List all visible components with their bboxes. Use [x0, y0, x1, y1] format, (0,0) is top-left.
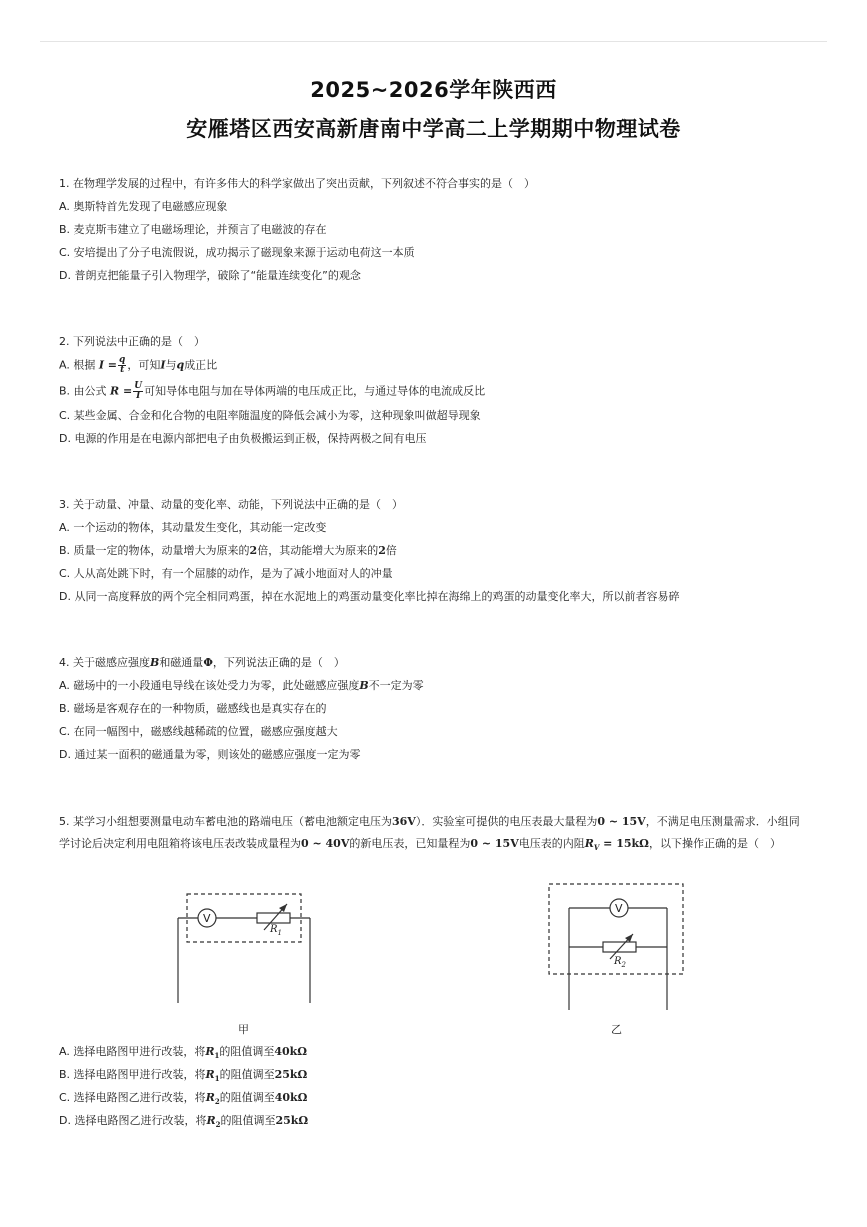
q1-option-d[interactable]: D. 普朗克把能量子引入物理学，破除了“能量连续变化”的观念: [59, 269, 361, 282]
q5-rv-value: = 15kΩ: [599, 837, 649, 850]
q2-a-frac-den: t: [120, 365, 125, 375]
q5-range15b: 0 ~ 15V: [470, 837, 519, 850]
q4-stem-phi: Φ: [203, 656, 213, 669]
q5-s3: ，不满足电压测量需求．小组同学讨论后决定利用电阻箱将该电压表改装成量程为: [59, 815, 800, 850]
q2-a-fraction: [118, 356, 126, 375]
q5-rv-sub: V: [593, 843, 600, 853]
q2-b-frac-den: I: [136, 391, 141, 401]
q3-option-a[interactable]: A. 一个运动的物体，其动量发生变化，其动能一定改变: [59, 521, 327, 534]
q5-b-mid: 的阻值调至: [219, 1068, 275, 1081]
q5-c-mid: 的阻值调至: [219, 1091, 275, 1104]
q5-s1: 5. 某学习小组想要测量电动车蓄电池的路端电压（蓄电池额定电压为: [59, 815, 392, 828]
q2-option-a[interactable]: [59, 356, 217, 375]
q2-b-prefix: B. 由公式: [59, 384, 107, 398]
jia-r1-sub: 1: [277, 929, 282, 937]
q5-b-value: 25kΩ: [274, 1068, 308, 1081]
q4-stem-mid: 和磁通量: [159, 656, 204, 669]
q5-rv: R: [584, 837, 594, 850]
q5-option-a[interactable]: [59, 1044, 307, 1064]
q5-option-b[interactable]: [59, 1067, 307, 1087]
q5-v36: 36V: [392, 815, 416, 828]
q1-option-c[interactable]: C. 安培提出了分子电流假说，成功揭示了磁现象来源于运动电荷这一本质: [59, 246, 415, 259]
exam-title-line2: 安雁塔区西安高新唐南中学高二上学期期中物理试卷: [186, 117, 681, 141]
q2-stem: 2. 下列说法中正确的是（ ）: [59, 335, 205, 348]
q2-a-mid2: 与: [165, 358, 177, 372]
q5-s5: 电压表的内阻: [518, 837, 585, 850]
q5-b-prefix: B. 选择电路图甲进行改装，将: [59, 1068, 206, 1081]
yi-resistor-box: [603, 942, 636, 952]
q1-stem: 1. 在物理学发展的过程中，有许多伟大的科学家做出了突出贡献，下列叙述不符合事实的是（ ）: [59, 177, 535, 190]
q4-stem-post: ，下列说法正确的是（ ）: [212, 656, 345, 669]
page-top-rule: [40, 41, 827, 42]
yi-r2-letter: R: [614, 956, 622, 967]
q5-a-r: R: [205, 1045, 215, 1058]
circuit-yi-diagram: [545, 880, 690, 1015]
q5-s4: 的新电压表，已知量程为: [349, 837, 471, 850]
q3-b-num2: 2: [378, 544, 386, 557]
q5-d-sub: 2: [215, 1120, 221, 1130]
q4-stem-b: B: [150, 656, 160, 669]
q3-b-prefix: B. 质量一定的物体，动量增大为原来的: [59, 544, 250, 557]
q5-range40: 0 ~ 40V: [301, 837, 350, 850]
q5-d-prefix: D. 选择电路图乙进行改装，将: [59, 1114, 207, 1127]
q5-d-mid: 的阻值调至: [220, 1114, 276, 1127]
q5-a-prefix: A. 选择电路图甲进行改装，将: [59, 1045, 206, 1058]
figure-caption-yi: 乙: [611, 1023, 622, 1036]
q4-stem-prefix: 4. 关于磁感应强度: [59, 656, 150, 669]
q5-s2: ）．实验室可提供的电压表最大量程为: [415, 815, 598, 828]
q4-a-post: 不一定为零: [368, 679, 424, 692]
exam-title-line1: 2025~2026学年陕西西: [310, 78, 557, 102]
q5-c-r: R: [205, 1091, 215, 1104]
q4-option-a[interactable]: [59, 678, 424, 694]
q5-range15: 0 ~ 15V: [597, 815, 646, 828]
q2-a-mid: ，可知: [127, 358, 161, 372]
q4-a-b: B: [359, 679, 369, 692]
q5-a-sub: 1: [214, 1051, 220, 1061]
q3-option-b[interactable]: [59, 543, 397, 559]
q2-a-post: 成正比: [184, 358, 218, 372]
q5-c-prefix: C. 选择电路图乙进行改装，将: [59, 1091, 206, 1104]
q2-option-c[interactable]: C. 某些金属、合金和化合物的电阻率随温度的降低会减小为零，这种现象叫做超导现象: [59, 409, 481, 422]
q2-option-d[interactable]: D. 电源的作用是在电源内部把电子由负极搬运到正极，保持两极之间有电压: [59, 432, 427, 445]
q2-b-fraction: [133, 382, 143, 401]
q1-option-a[interactable]: A. 奥斯特首先发现了电磁感应现象: [59, 200, 228, 213]
q3-stem: 3. 关于动量、冲量、动量的变化率、动能，下列说法中正确的是（ ）: [59, 498, 403, 511]
q5-b-r: R: [205, 1068, 215, 1081]
q3-option-d[interactable]: D. 从同一高度释放的两个完全相同鸡蛋，掉在水泥地上的鸡蛋动量变化率比掉在海绵上的鸡蛋的动量变化率大，所以前者容易碎: [59, 590, 680, 603]
jia-r1-label: [270, 924, 282, 937]
q5-a-value: 40kΩ: [274, 1045, 308, 1058]
q5-option-d[interactable]: [59, 1113, 308, 1133]
q2-a-formula-lhs: I =: [98, 358, 118, 372]
q3-b-num1: 2: [249, 544, 258, 557]
q5-c-sub: 2: [214, 1097, 220, 1107]
q5-d-r: R: [206, 1114, 216, 1127]
q5-d-value: 25kΩ: [275, 1114, 309, 1127]
q4-option-d[interactable]: D. 通过某一面积的磁通量为零，则该处的磁感应强度一定为零: [59, 748, 361, 761]
q5-s6: ，以下操作正确的是（ ）: [648, 837, 781, 850]
q5-a-mid: 的阻值调至: [219, 1045, 275, 1058]
yi-r2-sub: 2: [621, 961, 626, 969]
q4-a-prefix: A. 磁场中的一小段通电导线在该处受力为零，此处磁感应强度: [59, 679, 360, 692]
q2-b-frac-num: U: [134, 381, 143, 391]
q1-option-b[interactable]: B. 麦克斯韦建立了电磁场理论，并预言了电磁波的存在: [59, 223, 327, 236]
q2-a-frac-num: q: [119, 355, 126, 365]
q2-a-prefix: A. 根据: [59, 358, 96, 372]
q4-option-c[interactable]: C. 在同一幅图中，磁感线越稀疏的位置，磁感应强度越大: [59, 725, 338, 738]
figure-caption-jia: 甲: [238, 1023, 249, 1036]
yi-voltmeter-label: V: [615, 902, 623, 915]
q4-stem: [59, 655, 345, 671]
q3-b-post: 倍: [385, 544, 397, 557]
jia-r1-letter: R: [270, 924, 278, 935]
jia-resistor-box: [257, 913, 290, 923]
circuit-jia-diagram: [170, 888, 320, 1008]
q2-b-formula-lhs: R =: [110, 384, 133, 398]
q3-option-c[interactable]: C. 人从高处跳下时，有一个屈膝的动作，是为了减小地面对人的冲量: [59, 567, 393, 580]
q5-b-sub: 1: [214, 1074, 220, 1084]
q2-a-var: I: [160, 358, 166, 372]
q5-stem: [59, 811, 804, 859]
q2-a-var2: q: [176, 358, 185, 372]
yi-r2-label: [614, 956, 626, 969]
q5-c-value: 40kΩ: [274, 1091, 308, 1104]
q2-option-b[interactable]: [59, 382, 485, 401]
jia-voltmeter-label: V: [203, 912, 211, 925]
q3-b-mid: 倍，其动能增大为原来的: [257, 544, 379, 557]
q2-b-post: 可知导体电阻与加在导体两端的电压成正比，与通过导体的电流成反比: [144, 384, 486, 398]
q4-option-b[interactable]: B. 磁场是客观存在的一种物质，磁感线也是真实存在的: [59, 702, 327, 715]
q5-option-c[interactable]: [59, 1090, 307, 1110]
